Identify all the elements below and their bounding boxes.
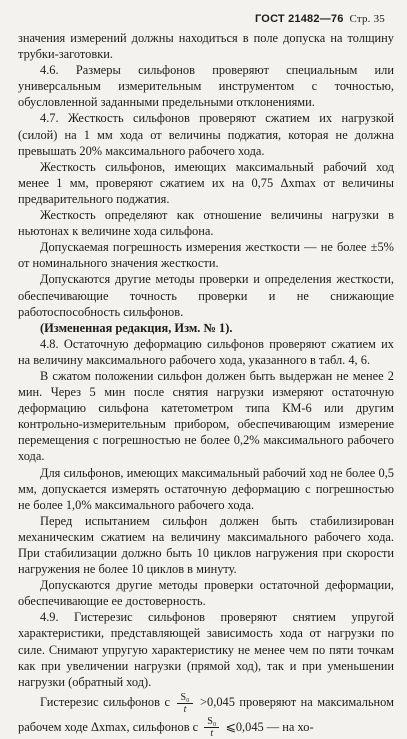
fraction-denominator: t (210, 728, 214, 739)
fraction-s0-over-t (177, 692, 192, 715)
formula-text: >0,045 проверяют на максимальном рабочем ходе Δxmax, сильфонов с (18, 694, 394, 734)
formula-text: ⩽0,045 — на хо- (225, 719, 314, 734)
paragraph: 4.8. Остаточную деформацию сильфонов проверяют сжатием их на величину максимального рабочего хода, указанного в табл. 4, 6. (18, 336, 394, 367)
paragraph: 4.7. Жесткость сильфонов проверяют сжатием их нагрузкой (силой) на 1 мм хода от величины поджатия, которая не должна превышать 20% максимального рабочего хода. (18, 111, 394, 158)
gost-number: ГОСТ 21482—76 (255, 13, 344, 25)
paragraph: Жесткость сильфонов, имеющих максимальный рабочий ход менее 1 мм, проверяют сжатием их на 0,75 Δxmax от величины предварительного поджатия. (18, 159, 394, 206)
page-header (255, 13, 385, 25)
paragraph: 4.6. Размеры сильфонов проверяют специальным или универсальным измерительным инструментом с точностью, обусловленной заданными предельными отклонениями. (18, 63, 394, 110)
fraction-numerator: S₀ (177, 692, 192, 704)
fraction-denominator: t (183, 703, 187, 715)
paragraph: Жесткость определяют как отношение величины нагрузки в ньютонах к величине хода сильфона. (18, 208, 394, 239)
paragraph: Допускаемая погрешность измерения жесткости — не более ±5% от номинального значения жесткости. (18, 240, 394, 271)
hysteresis-formula (18, 690, 394, 739)
paragraph: 4.9. Гистерезис сильфонов проверяют снятием упругой характеристики, представляющей зависимость хода от нагрузки по силе. Снимают упругую характеристику не менее чем по пяти точкам как при увеличении нагрузки (прямой ход), так и при уменьшении нагрузки (обратный ход). (18, 610, 394, 689)
paragraph: Допускаются другие методы проверки и определения жесткости, обеспечивающие точность проверки и не снижающие работоспособность сильфонов. (18, 272, 394, 319)
amendment-note: (Измененная редакция, Изм. № 1). (40, 320, 233, 335)
paragraph: Допускаются другие методы проверки остаточной деформации, обеспечивающие ее достоверность. (18, 578, 394, 609)
paragraph: В сжатом положении сильфон должен быть выдержан не менее 2 мин. Через 5 мин после снятия нагрузки измеряют остаточную деформацию сильфона катетометром типа КМ-6 или другим контрольно-измерительным прибором, обеспечивающим измерение перемещения с погрешностью не более 0,2% максимального рабочего хода. (18, 368, 394, 464)
fraction-s0-over-t (204, 716, 219, 739)
paragraph: Перед испытанием сильфон должен быть стабилизирован механическим сжатием на величину максимального рабочего хода. При стабилизации должно быть 10 циклов нагружения при скорости нагружения не более 10 циклов в минуту. (18, 513, 394, 577)
fraction-numerator: S₀ (204, 716, 219, 728)
document-body (18, 30, 394, 739)
paragraph: значения измерений должны находиться в поле допуска на толщину трубки-заготовки. (18, 31, 394, 62)
formula-text: Гистерезис сильфонов с (40, 694, 170, 709)
page-number: Стр. 35 (349, 13, 385, 25)
paragraph: Для сильфонов, имеющих максимальный рабочий ход не более 0,5 мм, допускается измерять остаточную деформацию с погрешностью не более 1,0% максимального рабочего хода. (18, 465, 394, 512)
